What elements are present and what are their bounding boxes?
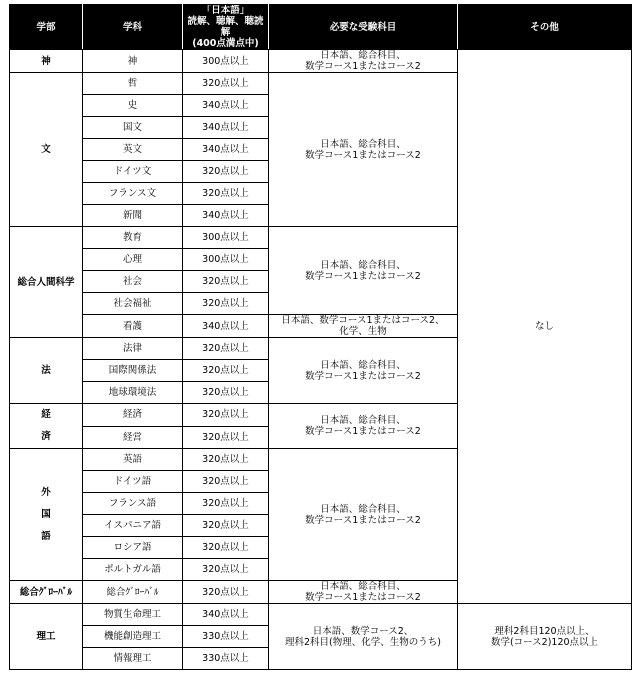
score-cell: 340点以上 bbox=[183, 139, 269, 161]
requirements-table bbox=[9, 4, 632, 670]
score-cell: 340点以上 bbox=[183, 117, 269, 139]
faculty-foreign-studies bbox=[10, 449, 83, 581]
faculty-letters: 文 bbox=[10, 73, 83, 227]
header-japanese-score bbox=[183, 5, 269, 50]
department-cell: イスパニア語 bbox=[83, 515, 183, 537]
subjects-science-engineering bbox=[269, 604, 458, 670]
score-cell: 320点以上 bbox=[183, 404, 269, 427]
faculty-global-studies: 総合ｸﾞﾛｰﾊﾞﾙ bbox=[10, 581, 83, 604]
department-cell: 国文 bbox=[83, 117, 183, 139]
subjects-line1: 日本語、数学コース2、 bbox=[312, 625, 414, 637]
department-cell: 新聞 bbox=[83, 205, 183, 227]
department-cell: 総合ｸﾞﾛｰﾊﾞﾙ bbox=[83, 581, 183, 604]
score-cell: 330点以上 bbox=[183, 626, 269, 648]
department-cell: 教育 bbox=[83, 227, 183, 249]
faculty-human-sciences: 総合人間科学 bbox=[10, 227, 83, 338]
subjects-theology bbox=[269, 50, 458, 73]
department-cell: 地球環境法 bbox=[83, 382, 183, 404]
department-cell: 英文 bbox=[83, 139, 183, 161]
score-cell: 320点以上 bbox=[183, 449, 269, 471]
score-cell: 320点以上 bbox=[183, 493, 269, 515]
header-row bbox=[10, 5, 632, 50]
score-cell: 340点以上 bbox=[183, 604, 269, 626]
header-department: 学科 bbox=[83, 5, 183, 50]
department-cell: 哲 bbox=[83, 73, 183, 95]
department-cell: 法律 bbox=[83, 338, 183, 360]
faculty-char: 済 bbox=[41, 431, 51, 442]
faculty-char: 語 bbox=[41, 530, 51, 542]
subjects-line2: 数学コース1またはコース2 bbox=[305, 514, 421, 526]
header-japanese-line3: (400点満点中) bbox=[192, 38, 259, 49]
score-cell: 320点以上 bbox=[183, 161, 269, 183]
subjects-human-sciences bbox=[269, 227, 458, 315]
department-cell: 社会福祉 bbox=[83, 293, 183, 315]
subjects-line2: 理科2科目(物理、化学、生物のうち) bbox=[285, 636, 441, 648]
score-cell: 300点以上 bbox=[183, 249, 269, 271]
department-cell: 社会 bbox=[83, 271, 183, 293]
header-required-subjects: 必要な受験科目 bbox=[269, 5, 458, 50]
subjects-letters bbox=[269, 73, 458, 227]
score-cell: 300点以上 bbox=[183, 227, 269, 249]
subjects-line1: 日本語、総合科目、 bbox=[320, 503, 406, 515]
score-cell: 300点以上 bbox=[183, 50, 269, 73]
score-cell: 320点以上 bbox=[183, 338, 269, 360]
other-science-engineering bbox=[458, 604, 632, 670]
other-line2: 数学(コース2)120点以上 bbox=[490, 636, 599, 648]
score-cell: 320点以上 bbox=[183, 426, 269, 449]
department-cell: 物質生命理工 bbox=[83, 604, 183, 626]
score-cell: 340点以上 bbox=[183, 315, 269, 338]
department-cell: 英語 bbox=[83, 449, 183, 471]
department-cell: ポルトガル語 bbox=[83, 559, 183, 581]
faculty-char: 外 bbox=[41, 486, 51, 498]
score-cell: 340点以上 bbox=[183, 205, 269, 227]
subjects-line2: 数学コース1またはコース2 bbox=[305, 370, 421, 382]
subjects-foreign-studies bbox=[269, 449, 458, 581]
faculty-theology: 神 bbox=[10, 50, 83, 73]
department-cell: 心理 bbox=[83, 249, 183, 271]
department-cell: フランス語 bbox=[83, 493, 183, 515]
subjects-economics bbox=[269, 404, 458, 449]
header-faculty: 学部 bbox=[10, 5, 83, 50]
score-cell: 320点以上 bbox=[183, 360, 269, 382]
department-cell: 国際関係法 bbox=[83, 360, 183, 382]
department-cell: 神 bbox=[83, 50, 183, 73]
department-cell: ドイツ文 bbox=[83, 161, 183, 183]
subjects-line2: 化学、生物 bbox=[339, 326, 387, 337]
score-cell: 320点以上 bbox=[183, 581, 269, 604]
subjects-global-studies bbox=[269, 581, 458, 604]
department-cell: 史 bbox=[83, 95, 183, 117]
score-cell: 320点以上 bbox=[183, 382, 269, 404]
subjects-line2: 数学コース1またはコース2 bbox=[305, 149, 421, 161]
department-cell: 看護 bbox=[83, 315, 183, 338]
department-cell: ドイツ語 bbox=[83, 471, 183, 493]
subjects-line1: 日本語、総合科目、 bbox=[320, 50, 406, 61]
header-japanese-line2: 読解、聴解、聴読解 bbox=[187, 16, 264, 38]
subjects-line1: 日本語、数学コース1またはコース2、 bbox=[281, 315, 445, 326]
faculty-char: 経 bbox=[41, 409, 51, 420]
subjects-law bbox=[269, 338, 458, 404]
subjects-line2: 数学コース1またはコース2 bbox=[305, 426, 421, 437]
score-cell: 320点以上 bbox=[183, 537, 269, 559]
subjects-line1: 日本語、総合科目、 bbox=[320, 581, 406, 592]
department-cell: 情報理工 bbox=[83, 648, 183, 670]
score-cell: 340点以上 bbox=[183, 95, 269, 117]
department-cell: 機能創造理工 bbox=[83, 626, 183, 648]
score-cell: 320点以上 bbox=[183, 471, 269, 493]
other-none: なし bbox=[458, 50, 632, 604]
table-row bbox=[10, 50, 632, 73]
subjects-line1: 日本語、総合科目、 bbox=[320, 259, 406, 271]
subjects-line2: 数学コース1またはコース2 bbox=[305, 61, 421, 72]
score-cell: 320点以上 bbox=[183, 183, 269, 205]
department-cell: フランス文 bbox=[83, 183, 183, 205]
score-cell: 320点以上 bbox=[183, 73, 269, 95]
score-cell: 320点以上 bbox=[183, 293, 269, 315]
header-japanese-line1: 「日本語」 bbox=[201, 5, 250, 16]
subjects-line2: 数学コース1またはコース2 bbox=[305, 270, 421, 282]
subjects-line2: 数学コース1またはコース2 bbox=[305, 592, 421, 603]
faculty-science-engineering: 理工 bbox=[10, 604, 83, 670]
subjects-line1: 日本語、総合科目、 bbox=[320, 359, 406, 371]
subjects-line1: 日本語、総合科目、 bbox=[320, 415, 406, 426]
score-cell: 320点以上 bbox=[183, 271, 269, 293]
subjects-line1: 日本語、総合科目、 bbox=[320, 138, 406, 150]
faculty-economics bbox=[10, 404, 83, 449]
department-cell: 経営 bbox=[83, 426, 183, 449]
score-cell: 320点以上 bbox=[183, 515, 269, 537]
score-cell: 330点以上 bbox=[183, 648, 269, 670]
faculty-law: 法 bbox=[10, 338, 83, 404]
department-cell: 経済 bbox=[83, 404, 183, 427]
requirements-table-wrapper bbox=[9, 4, 632, 670]
subjects-nursing bbox=[269, 315, 458, 338]
header-other: その他 bbox=[458, 5, 632, 50]
table-row bbox=[10, 604, 632, 626]
faculty-char: 国 bbox=[41, 508, 51, 520]
score-cell: 320点以上 bbox=[183, 559, 269, 581]
department-cell: ロシア語 bbox=[83, 537, 183, 559]
other-line1: 理科2科目120点以上、 bbox=[494, 625, 595, 637]
